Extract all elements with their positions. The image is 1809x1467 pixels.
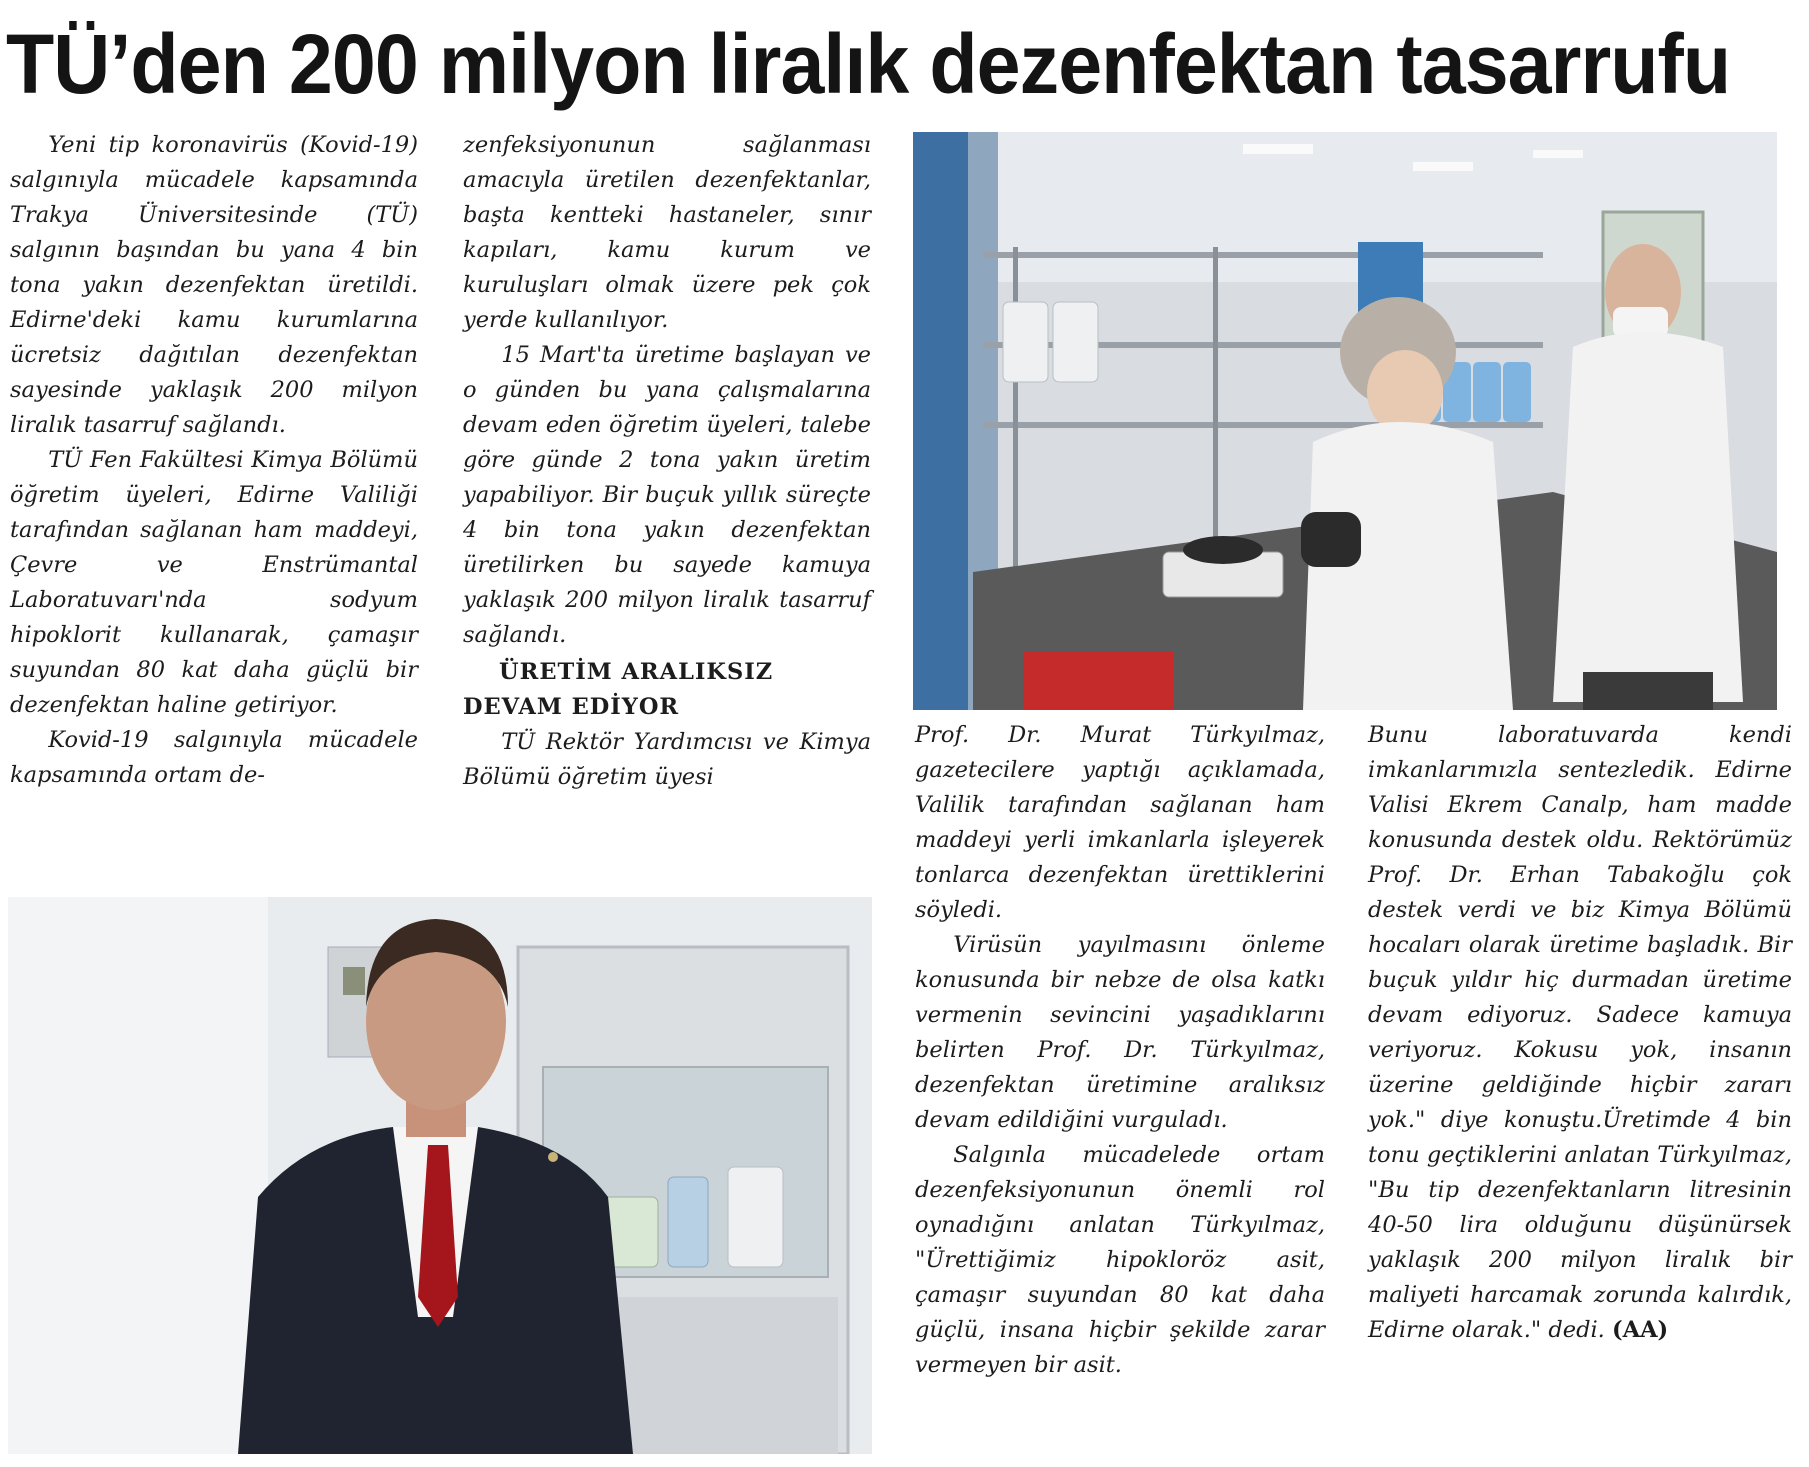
portrait-photo (8, 897, 872, 1454)
paragraph: zenfeksiyonunun sağlanması amacıyla üretilen dezenfektanlar, başta kentteki hastaneler, sınır kapıları, kamu kurum ve kuruluşları olmak üzere pek çok yerde kullanılıyor. (463, 132, 871, 333)
article-column-1 (10, 128, 418, 793)
laboratory-illustration (913, 132, 1777, 710)
paragraph: 15 Mart'ta üretime başlayan ve o günden bu yana çalışmalarına devam eden öğretim üyeleri, talebe göre günde 2 tona yakın üretim yapabiliyor. Bir buçuk yıllık süreçte 4 bin tona yakın dezenfektan üretilirken bu sayede kamuya yaklaşık 200 milyon liralık tasarruf sağlandı. (463, 342, 871, 648)
news-agency-credit: (AA) (1611, 1317, 1669, 1343)
article-column-4 (1368, 718, 1792, 1348)
paragraph: TÜ Rektör Yardımcısı ve Kimya Bölümü öğretim üyesi (463, 729, 871, 790)
paragraph (1368, 718, 1792, 1348)
portrait-illustration (8, 897, 872, 1454)
paragraph: Prof. Dr. Murat Türkyılmaz, gazetecilere yaptığı açıklamada, Valilik tarafından sağlanan ham maddeyi yerli imkanlarla işleyerek tonlarca dezenfektan ürettiklerini söyledi. (915, 722, 1325, 923)
paragraph: Yeni tip koronavirüs (Kovid-19) salgınıyla mücadele kapsamında Trakya Üniversitesinde (TÜ) salgının başından bu yana 4 bin tona yakın dezenfektan üretildi. Edirne'deki kamu kurumlarına ücretsiz dağıtılan dezenfektan sayesinde yaklaşık 200 milyon liralık tasarruf sağlandı. (10, 132, 418, 438)
paragraph-text: Bunu laboratuvarda kendi imkanlarımızla sentezledik. Edirne Valisi Ekrem Canalp, ham madde konusunda destek oldu. Rektörümüz Prof. Dr. Erhan Tabakoğlu çok destek verdi ve biz Kimya Bölümü hocaları olarak üretime başladık. Bir buçuk yıldır hiç durmadan üretime devam ediyoruz. Sadece kamuya veriyoruz. Kokusu yok, insanın üzerine geldiğinde hiçbir zararı yok." diye konuştu.Üretimde 4 bin tonu geçtiklerini anlatan Türkyılmaz, "Bu tip dezenfektanların litresinin 40-50 lira olduğunu düşünürsek yaklaşık 200 milyon liralık bir maliyeti harcamak zorunda kalırdık, Edirne olarak." dedi. (1368, 722, 1792, 1343)
subheading: ÜRETİM ARALIKSIZ DEVAM EDİYOR (463, 659, 774, 720)
headline: TÜ’den 200 milyon liralık dezenfektan tasarrufu (6, 17, 1731, 111)
paragraph: TÜ Fen Fakültesi Kimya Bölümü öğretim üyeleri, Edirne Valiliği tarafından sağlanan ham maddeyi, Çevre ve Enstrümantal Laboratuvarı'nda sodyum hipoklorit kullanarak, çamaşır suyundan 80 kat daha güçlü bir dezenfektan haline getiriyor. (10, 447, 418, 718)
laboratory-photo (913, 132, 1777, 710)
article-column-2 (463, 128, 871, 795)
paragraph: Kovid-19 salgınıyla mücadele kapsamında ortam de- (10, 727, 418, 788)
paragraph: Salgınla mücadelede ortam dezenfeksiyonunun önemli rol oynadığını anlatan Türkyılmaz, "Ürettiğimiz hipokloröz asit, çamaşır suyundan 80 kat daha güçlü, insana hiçbir şekilde zarar vermeyen bir asit. (915, 1142, 1325, 1378)
paragraph: Virüsün yayılmasını önleme konusunda bir nebze de olsa katkı vermenin sevincini yaşadıklarını belirten Prof. Dr. Türkyılmaz, dezenfektan üretimine aralıksız devam edildiğini vurguladı. (915, 932, 1325, 1133)
article-column-3 (915, 718, 1325, 1383)
